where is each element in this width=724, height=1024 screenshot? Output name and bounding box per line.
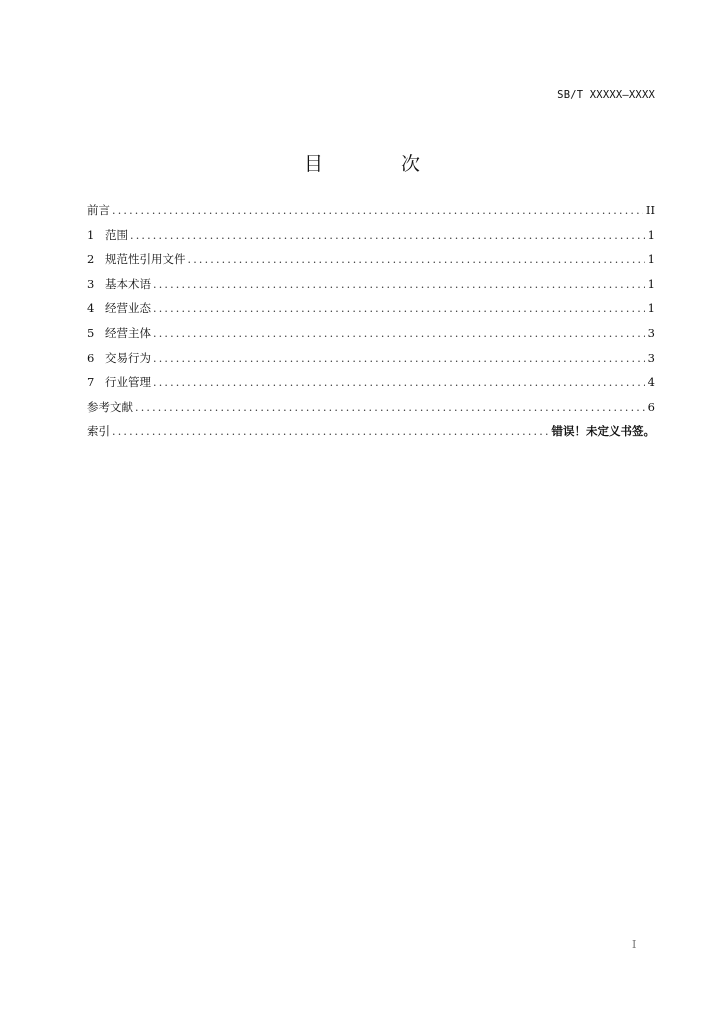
page-title: 目 次 [303,153,457,175]
toc-entry-bibliography[interactable] [87,395,655,420]
toc-entry-page: 1 [647,252,655,267]
toc-leader-dots [153,273,645,297]
toc-entry-number: 2 [87,252,95,267]
toc-entry-business-entities[interactable] [87,321,655,346]
toc-entry-page-error: 错误！未定义书签。 [551,424,655,439]
toc-leader-dots [188,248,645,272]
toc-entry-page: II [645,203,655,217]
toc-entry-index[interactable] [87,419,655,444]
toc-leader-dots [153,322,645,346]
toc-entry-page: 6 [647,399,655,414]
toc-entry-page: 3 [647,325,655,340]
toc-entry-page: 4 [647,375,655,390]
toc-leader-dots [153,371,645,395]
toc-entry-number: 7 [87,375,95,390]
toc-entry-scope[interactable] [87,223,655,248]
toc-entry-number: 1 [87,227,95,242]
toc-entry-label: 参考文献 [87,399,133,414]
toc-entry-normative-references[interactable] [87,247,655,272]
toc-entry-label: 经营业态 [105,301,151,316]
table-of-contents [87,198,655,444]
toc-entry-label: 前言 [87,203,110,217]
toc-entry-trading-behavior[interactable] [87,346,655,371]
toc-leader-dots [153,297,645,321]
toc-entry-label: 范围 [105,227,128,242]
toc-entry-number: 5 [87,325,95,340]
toc-leader-dots [153,347,645,371]
toc-entry-preface[interactable] [87,198,655,223]
page-number: I [632,938,637,951]
toc-entry-number: 4 [87,301,95,316]
toc-entry-number: 3 [87,276,95,291]
toc-entry-label: 交易行为 [105,350,151,365]
toc-entry-page: 3 [647,350,655,365]
document-code: SB/T XXXXX—XXXX [557,89,655,101]
toc-entry-industry-management[interactable] [87,370,655,395]
toc-entry-basic-terms[interactable] [87,272,655,297]
toc-leader-dots [135,396,645,420]
toc-leader-dots [112,199,643,223]
toc-entry-number: 6 [87,350,95,365]
toc-entry-business-formats[interactable] [87,296,655,321]
toc-leader-dots [112,420,549,444]
toc-entry-label: 索引 [87,424,110,439]
toc-entry-label: 行业管理 [105,375,151,390]
toc-entry-label: 基本术语 [105,276,151,291]
toc-entry-label: 经营主体 [105,325,151,340]
toc-entry-page: 1 [647,227,655,242]
toc-leader-dots [130,224,645,248]
toc-entry-page: 1 [647,276,655,291]
toc-entry-label: 规范性引用文件 [105,252,186,267]
toc-entry-page: 1 [647,301,655,316]
